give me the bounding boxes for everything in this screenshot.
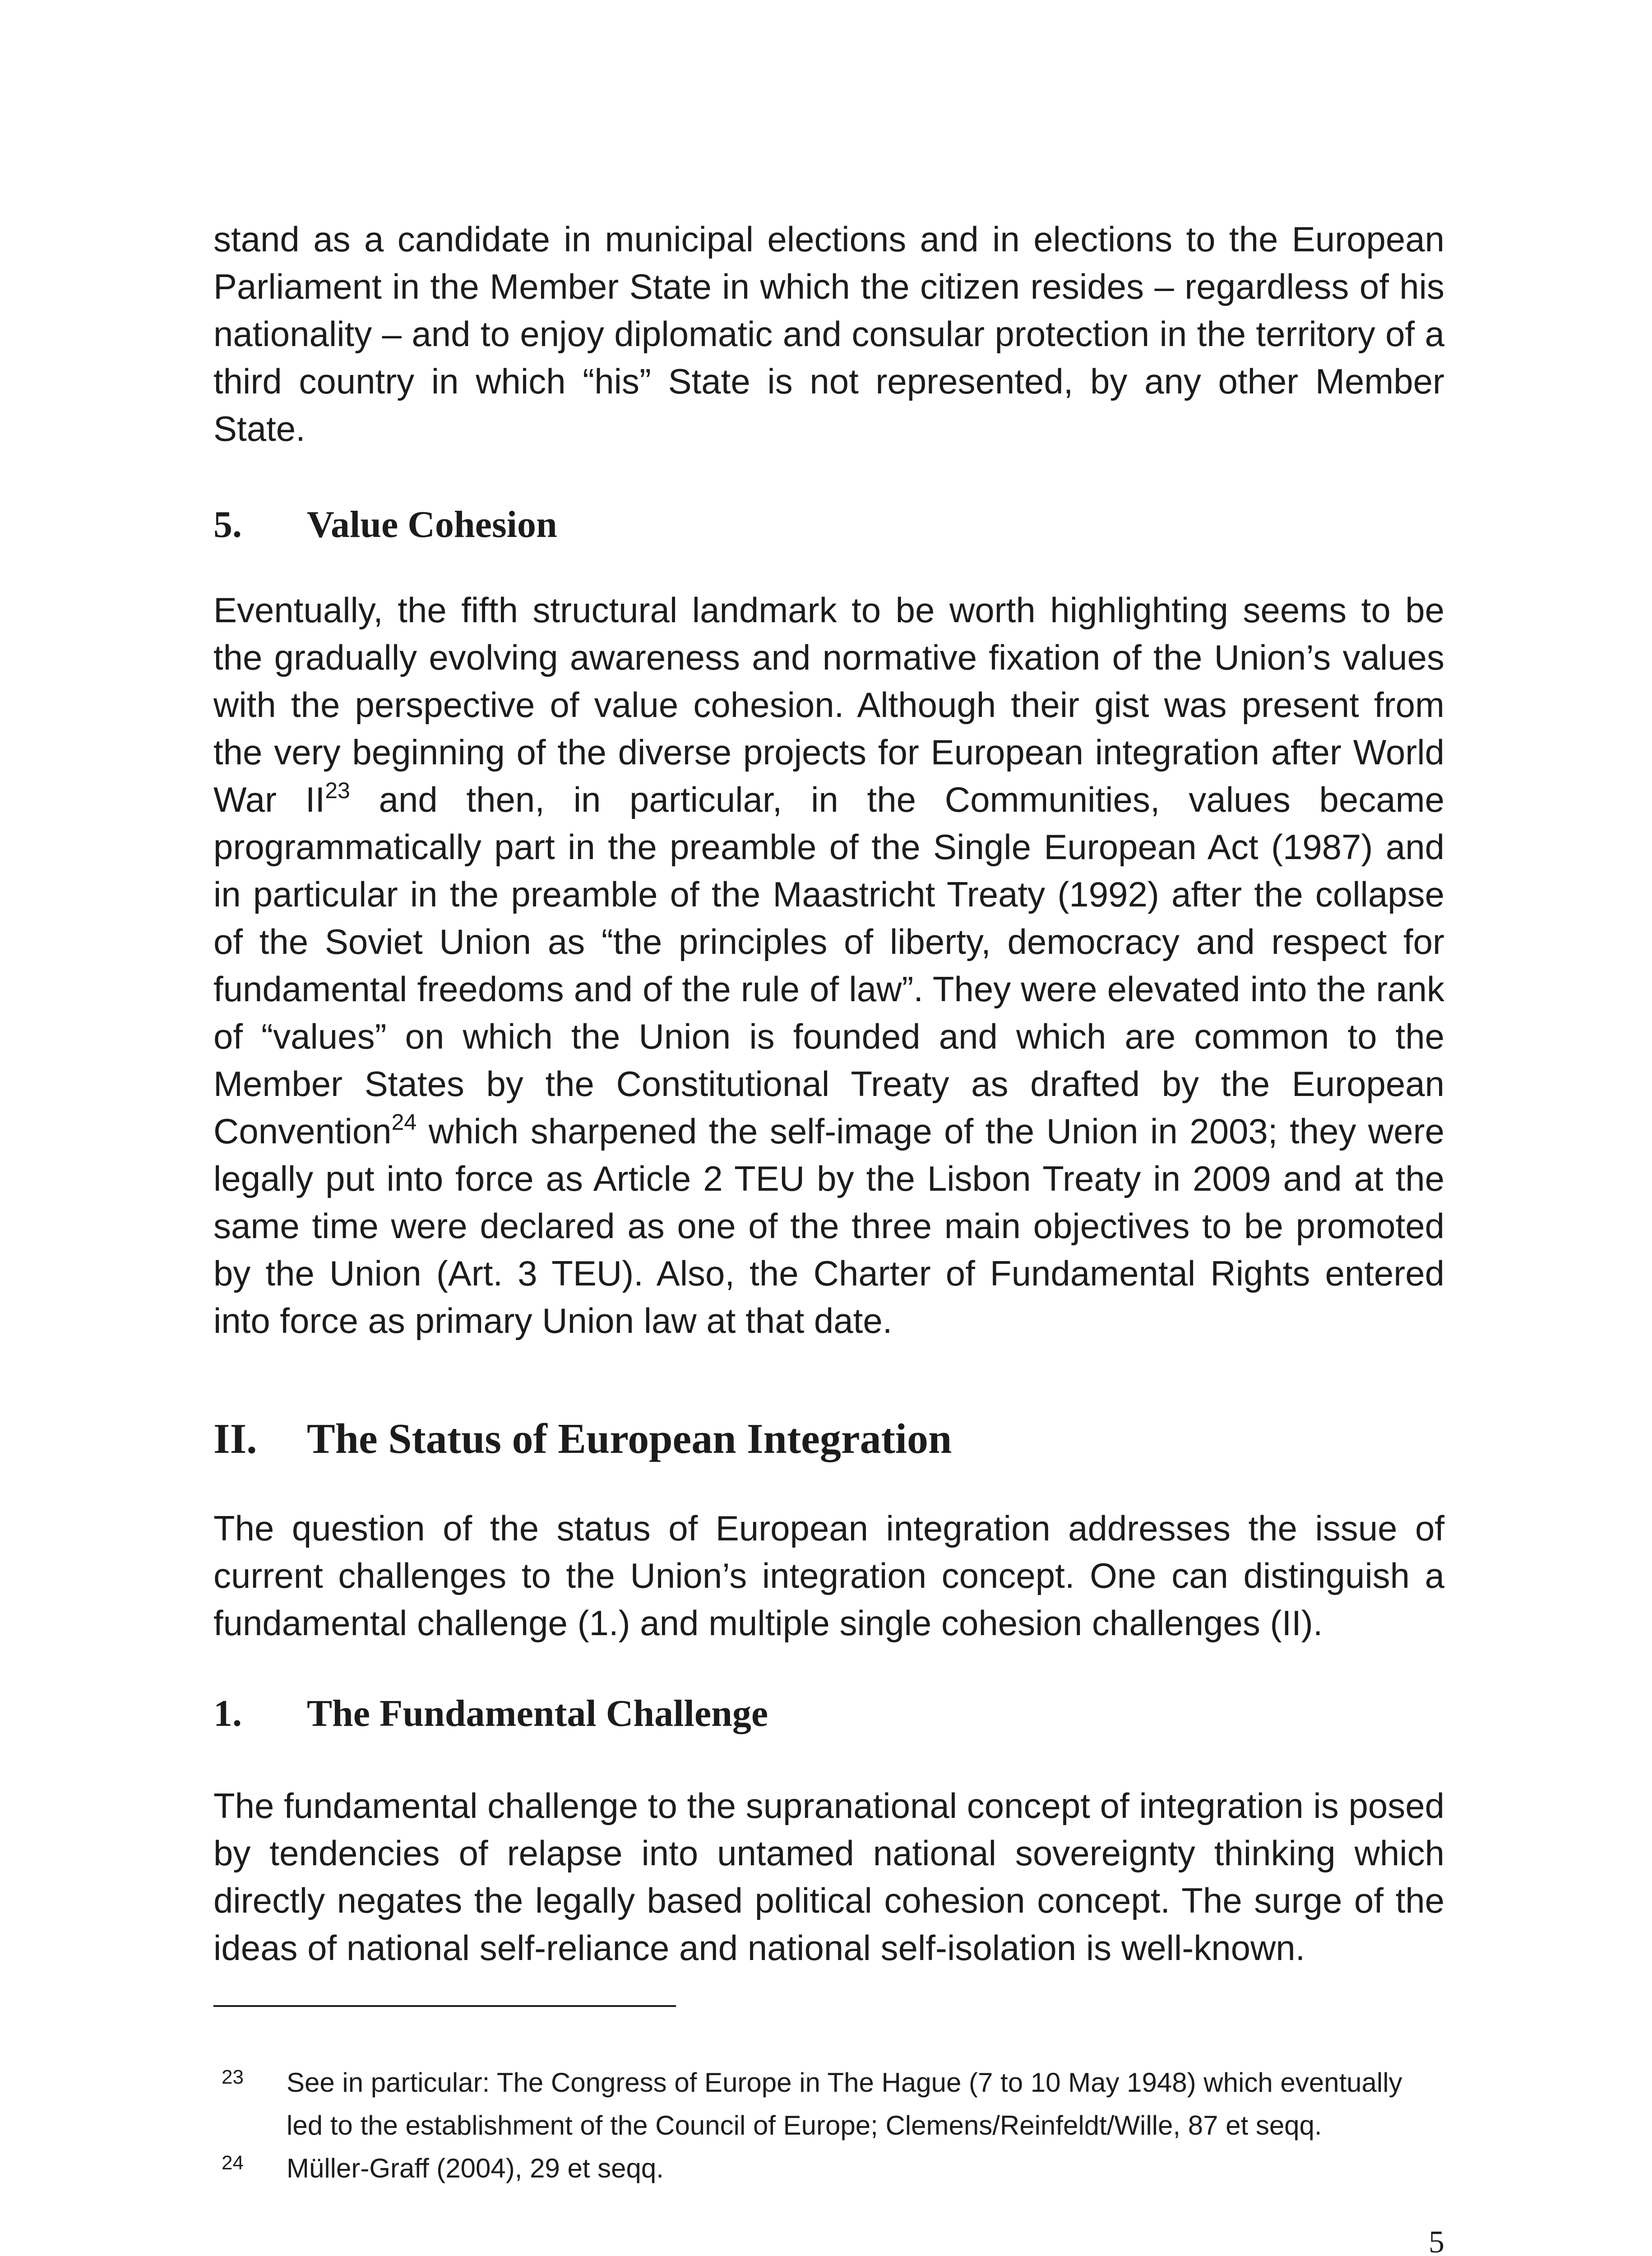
body-text: The fundamental challenge to the supranational concept of integration is posed by tendencies of relapse into untamed national sovereignty thinking which directly negates the legally based political cohesion concept. The surge of the ideas of national self-reliance and national self-isolation is well-known. bbox=[213, 1786, 1444, 1968]
body-text: The question of the status of European integration addresses the issue of current challenges to the Union’s integration concept. One can distinguish a fundamental challenge (1.) and multiple single cohesion challenges (II). bbox=[213, 1508, 1444, 1643]
section-title: The Fundamental Challenge bbox=[307, 1692, 768, 1734]
page-number: 5 bbox=[1429, 2225, 1444, 2256]
footnote-24 bbox=[213, 2147, 1444, 2190]
footnote-separator bbox=[213, 2005, 676, 2007]
footnote-23 bbox=[213, 2061, 1444, 2147]
text-run: and then, in particular, in the Communities, values became programmatically part in the preamble of the Single European Act (1987) and in particular in the preamble of the Maastricht Treaty (1992) after the collapse of the Soviet Union as “the principles of liberty, democracy and respect for fundamental freedoms and of the rule of law”. They were elevated into the rank of “values” on which the Union is founded and which are common to the Member States by the Constitutional Treaty as drafted by the European Convention bbox=[213, 780, 1445, 1151]
section-heading-fundamental-challenge bbox=[213, 1690, 768, 1737]
section-number: 5. bbox=[213, 504, 242, 546]
section-heading-value-cohesion bbox=[213, 501, 557, 548]
footnote-reference[interactable]: 24 bbox=[391, 1110, 417, 1135]
footnote-text: Müller-Graff (2004), 29 et seqq. bbox=[287, 2153, 664, 2183]
footnote-reference[interactable]: 23 bbox=[325, 778, 350, 803]
section-heading-status-of-integration bbox=[213, 1413, 952, 1465]
body-text bbox=[213, 587, 1444, 1345]
section-title: Value Cohesion bbox=[307, 504, 557, 546]
text-run: Eventually, the fifth structural landmark to be worth highlighting seems to be the gradually evolving awareness and normative fixation of the Union’s values with the perspective of value cohesion. Although their gist was present from the very beginning of the diverse projects for European integration after World War II bbox=[213, 590, 1444, 819]
section-title: The Status of European Integration bbox=[307, 1415, 952, 1462]
paragraph-citizenship-rights bbox=[213, 216, 1444, 453]
footnote-number: 23 bbox=[222, 2066, 244, 2088]
section-number: II. bbox=[213, 1415, 257, 1462]
footnote-text: See in particular: The Congress of Europe in The Hague (7 to 10 May 1948) which eventually led to the establishment of the Council of Europe; Clemens/Reinfeldt/Wille, 87 et seqq. bbox=[287, 2067, 1402, 2140]
paragraph-value-cohesion bbox=[213, 587, 1444, 1345]
body-text: stand as a candidate in municipal elections and in elections to the European Parliament in the Member State in which the citizen resides – regardless of his nationality – and to enjoy diplomatic and consular protection in the territory of a third country in which “his” State is not represented, by any other Member State. bbox=[213, 219, 1444, 448]
paragraph-fundamental-challenge bbox=[213, 1782, 1444, 1972]
section-number: 1. bbox=[213, 1692, 242, 1734]
text-run: which sharpened the self-image of the Union in 2003; they were legally put into force as Article 2 TEU by the Lisbon Treaty in 2009 and at the same time were declared as one of the three main objectives to be promoted by the Union (Art. 3 TEU). Also, the Charter of Fundamental Rights entered into force as primary Union law at that date. bbox=[213, 1111, 1444, 1341]
paragraph-status-intro bbox=[213, 1505, 1444, 1647]
footnote-number: 24 bbox=[222, 2152, 244, 2174]
